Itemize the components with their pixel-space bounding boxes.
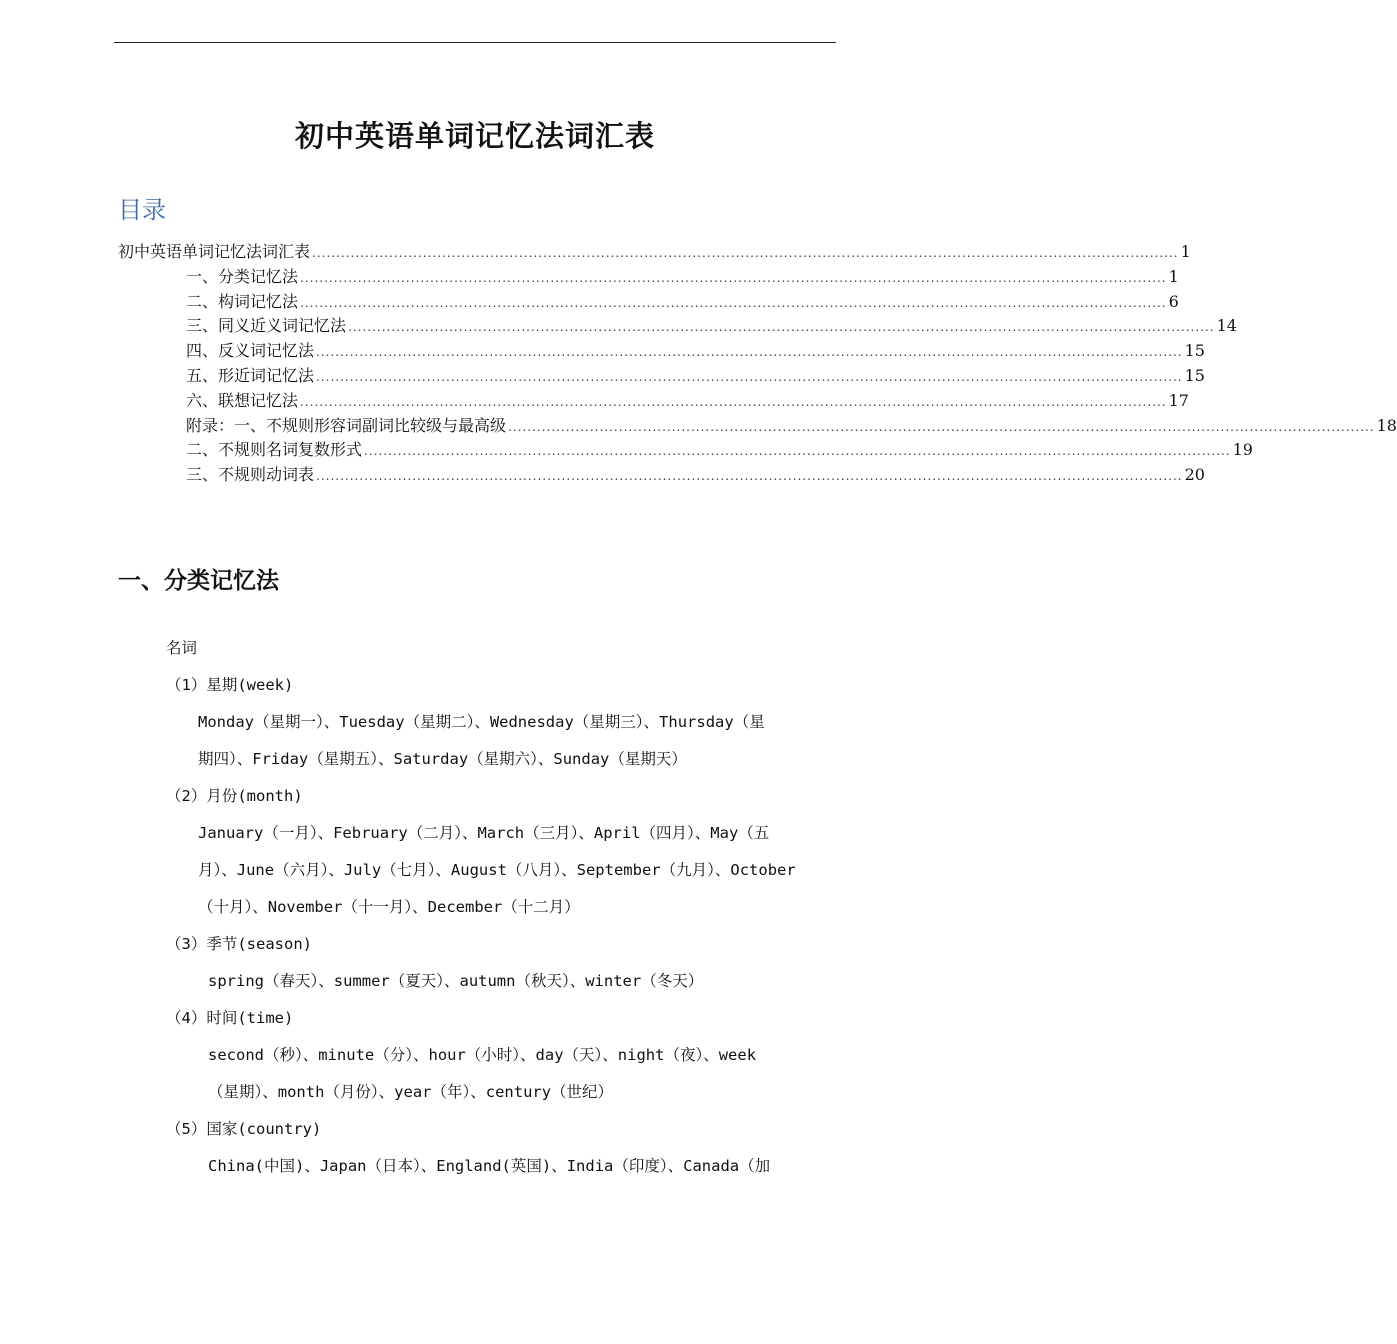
- toc-entry-page: 15: [1184, 365, 1205, 385]
- toc-entry[interactable]: [118, 290, 1179, 315]
- toc-entry[interactable]: [118, 389, 1189, 414]
- toc-leader-dots: ....................................................................................................................................................................................: [508, 419, 1375, 434]
- toc-entry[interactable]: [118, 314, 1237, 339]
- group-line: （十月）、November（十一月）、December（十二月）: [198, 898, 580, 916]
- toc-entry[interactable]: [118, 364, 1205, 389]
- toc-leader-dots: ....................................................................................................................................................................................: [316, 345, 1183, 360]
- toc-leader-dots: ....................................................................................................................................................................................: [316, 469, 1183, 484]
- group-line: 期四）、Friday（星期五）、Saturday（星期六）、Sunday（星期天）: [198, 750, 687, 768]
- toc-entry-label: 三、不规则动词表: [186, 465, 315, 485]
- table-of-contents: [118, 240, 1397, 488]
- toc-entry-page: 1: [1180, 242, 1191, 261]
- group-line: Monday（星期一）、Tuesday（星期二）、Wednesday（星期三）、Thursday（星: [198, 713, 765, 731]
- toc-leader-dots: ....................................................................................................................................................................................: [364, 444, 1231, 459]
- toc-leader-dots: ....................................................................................................................................................................................: [348, 320, 1215, 335]
- toc-entry[interactable]: [118, 438, 1253, 463]
- group-title-country: （5）国家(country): [166, 1120, 322, 1138]
- toc-entry-page: 15: [1184, 341, 1205, 361]
- group-title-week: （1）星期(week): [166, 676, 294, 694]
- toc-leader-dots: ....................................................................................................................................................................................: [316, 369, 1183, 384]
- group-line: 月）、June（六月）、July（七月）、August（八月）、September（九月）、October: [198, 861, 796, 879]
- toc-entry-label: 初中英语单词记忆法词汇表: [118, 242, 311, 261]
- toc-entry-label: 一、分类记忆法: [186, 266, 299, 286]
- toc-entry[interactable]: [118, 339, 1205, 364]
- toc-leader-dots: ....................................................................................................................................................................................: [300, 295, 1167, 310]
- toc-entry[interactable]: [118, 265, 1179, 290]
- toc-entry-page: 6: [1168, 291, 1179, 311]
- toc-entry-label: 三、同义近义词记忆法: [186, 316, 347, 336]
- document-title: 初中英语单词记忆法词汇表: [294, 119, 655, 153]
- group-title-month: （2）月份(month): [166, 787, 303, 805]
- toc-leader-dots: ....................................................................................................................................................................................: [300, 394, 1167, 409]
- toc-leader-dots: ....................................................................................................................................................................................: [312, 246, 1179, 260]
- group-line: China(中国)、Japan（日本）、England(英国)、India（印度）、Canada（加: [208, 1157, 771, 1175]
- toc-entry-page: 19: [1232, 440, 1253, 460]
- toc-heading: 目录: [118, 196, 166, 224]
- toc-entry-page: 20: [1184, 465, 1205, 485]
- group-line: second（秒）、minute（分）、hour（小时）、day（天）、night（夜）、week: [208, 1046, 757, 1064]
- group-title-season: （3）季节(season): [166, 935, 312, 953]
- toc-entry-label: 附录：一、不规则形容词副词比较级与最高级: [186, 415, 507, 435]
- toc-leader-dots: ....................................................................................................................................................................................: [300, 270, 1167, 285]
- toc-entry-label: 二、构词记忆法: [186, 291, 299, 311]
- group-title-time: （4）时间(time): [166, 1009, 294, 1027]
- toc-entry-label: 六、联想记忆法: [186, 390, 299, 410]
- header-rule: [114, 42, 836, 43]
- toc-entry[interactable]: [118, 240, 1191, 265]
- toc-entry-page: 18: [1376, 415, 1397, 435]
- group-line: spring（春天）、summer（夏天）、autumn（秋天）、winter（冬天）: [208, 972, 704, 990]
- toc-entry-label: 五、形近词记忆法: [186, 365, 315, 385]
- group-line: （星期）、month（月份）、year（年）、century（世纪）: [208, 1083, 614, 1101]
- toc-entry[interactable]: [118, 414, 1397, 439]
- toc-entry-page: 17: [1168, 390, 1189, 410]
- toc-entry-label: 四、反义词记忆法: [186, 341, 315, 361]
- group-line: January（一月）、February（二月）、March（三月）、April（四月）、May（五: [198, 824, 770, 842]
- section-heading: 一、分类记忆法: [118, 568, 279, 594]
- toc-entry-label: 二、不规则名词复数形式: [186, 440, 363, 460]
- toc-entry-page: 14: [1216, 316, 1237, 336]
- toc-entry[interactable]: [118, 463, 1205, 488]
- toc-entry-page: 1: [1168, 266, 1179, 286]
- category-label: 名词: [166, 639, 198, 657]
